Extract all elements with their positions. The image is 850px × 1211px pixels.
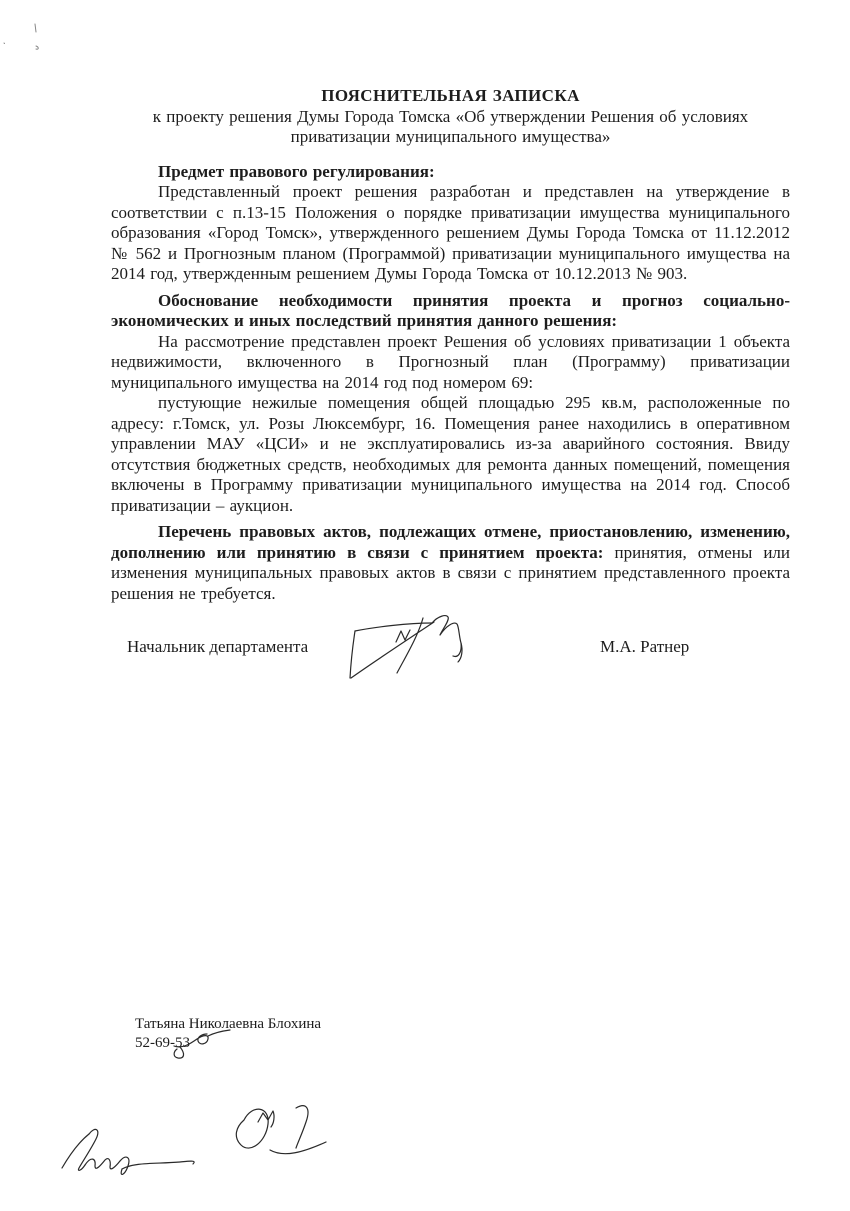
paragraph-legal-acts [111,522,790,604]
section-heading-subject: Предмет правового регулирования: [158,161,435,181]
scan-artifact-marks [0,16,60,58]
contact-phone: 52-69-53 [135,1034,190,1051]
signatory-name: М.А. Ратнер [600,637,690,656]
footer-signature [170,1026,250,1066]
signature-position-label: Начальник департамента [127,637,309,656]
page-title: ПОЯСНИТЕЛЬНАЯ ЗАПИСКА [321,86,580,105]
paragraph: Представленный проект решения разработан и представлен на утверждение в соответствии с п.13-15 Положения о порядке приватизации имущества муниципального образования «Город Томск», утвержденного решением Думы Города Томска от 11.12.2012 № 562 и Прогнозным планом (Программой) приватизации муниципального имущества на 2014 год, утвержденным решением Думы Города Томска от 10.12.2013 № 903. [111,182,790,283]
section-heading-justification: Обоснование необходимости принятия проекта и прогноз социально-экономических и иных последствий принятия данного решения: [111,290,790,330]
bottom-center-signature [222,1096,342,1171]
document-subtitle: к проекту решения Думы Города Томска «Об утверждении Решения об условиях приватизации муниципального имущества» [152,106,749,146]
section-heading-legal-acts: Перечень правовых актов, подлежащих отмене, приостановлению, изменению, дополнению или принятию в связи с принятием проекта: [111,522,790,562]
contact-name: Татьяна Николаевна Блохина [135,1016,322,1032]
paragraph: На рассмотрение представлен проект Решения об условиях приватизации 1 объекта недвижимости, включенного в Прогнозный план (Программу) приватизации муниципального имущества на 2014 год под номером 69: [111,331,790,392]
section-text-legal-acts: принятия, отмены или изменения муниципальных правовых актов в связи с принятием представленного проекта решения не требуется. [111,542,790,603]
paragraph: пустующие нежилые помещения общей площадью 295 кв.м, расположенные по адресу: г.Томск, ул. Розы Люксембург, 16. Помещения ранее находились в оперативном управлении МАУ «ЦСИ» и не эксплуатировались из-за аварийного состояния. Ввиду отсутствия бюджетных средств, необходимых для ремонта данных помещений, помещения включены в Программу приватизации муниципального имущества на 2014 год. Способ приватизации – аукцион. [111,393,790,515]
document-body [111,86,790,604]
director-signature [330,606,490,701]
